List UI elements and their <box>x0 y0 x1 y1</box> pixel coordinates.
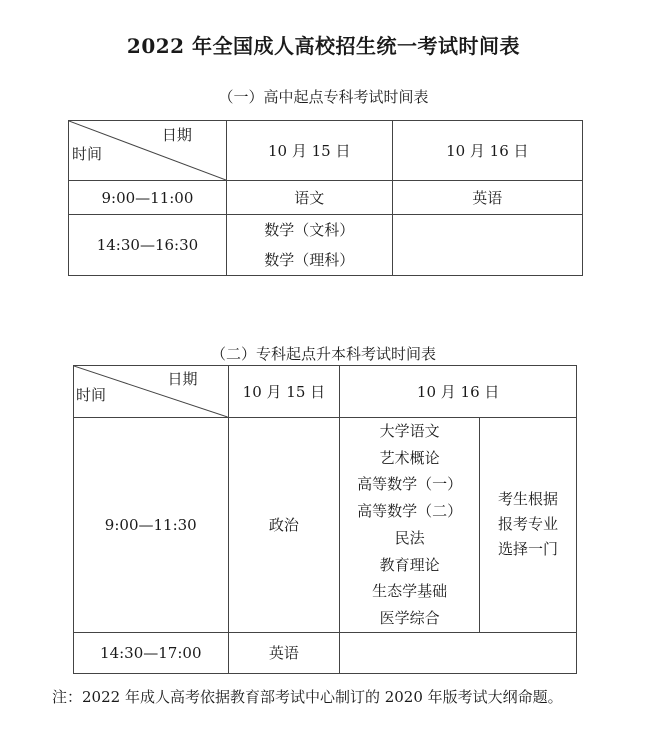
subject-item: 高等数学（二） <box>357 502 463 521</box>
subject-item: 数学（文科） <box>264 221 355 239</box>
subject-item: 教育理论 <box>379 555 440 574</box>
table2-row1-day2-subjects <box>340 418 480 633</box>
page-title: 2022 年全国成人高校招生统一考试时间表 <box>126 34 521 58</box>
footnote: 注：2022 年成人高考依据教育部考试中心制订的 2020 年版考试大纲命题。 <box>52 688 563 706</box>
table1-row1-day1: 语文 <box>226 181 392 215</box>
note-line: 报考专业 <box>498 515 559 534</box>
subject-item: 大学语文 <box>379 422 440 440</box>
schedule-table-2 <box>73 365 577 674</box>
note-line: 选择一门 <box>498 540 559 559</box>
time-header-label: 时间 <box>76 386 107 404</box>
table1-row2-time: 14:30—16:30 <box>69 215 227 276</box>
schedule-table-1 <box>68 120 583 276</box>
subject-item: 高等数学（一） <box>357 475 463 494</box>
subject-item: 民法 <box>394 528 425 547</box>
table1-row2-day1 <box>226 215 392 276</box>
table2-header-diagonal-cell <box>74 366 229 418</box>
table1-row1-time: 9:00—11:00 <box>69 181 227 215</box>
subject-item: 生态学基础 <box>372 582 448 601</box>
table2-row1-time: 9:00—11:30 <box>74 418 229 633</box>
table2-caption: （二）专科起点升本科考试时间表 <box>210 345 436 363</box>
date-header-label: 日期 <box>161 126 192 144</box>
table2-row2-day1: 英语 <box>228 632 340 673</box>
time-header-label: 时间 <box>72 145 103 163</box>
table1-row2-day2 <box>392 215 582 276</box>
table2-day2-header: 10 月 16 日 <box>340 366 577 418</box>
table2-day1-header: 10 月 15 日 <box>228 366 340 418</box>
subject-item: 艺术概论 <box>379 448 440 467</box>
table1-caption: （一）高中起点专科考试时间表 <box>218 88 429 106</box>
table2-row1-day1: 政治 <box>228 418 340 633</box>
subject-item: 医学综合 <box>379 608 440 627</box>
note-line: 考生根据 <box>498 490 559 509</box>
table2-row1-day2-note <box>480 418 577 633</box>
table1-day2-header: 10 月 16 日 <box>392 121 582 181</box>
subject-item: 数学（理科） <box>264 251 355 269</box>
table1-day1-header: 10 月 15 日 <box>226 121 392 181</box>
table1-header-diagonal-cell <box>69 121 227 181</box>
table2-row2-time: 14:30—17:00 <box>74 632 229 673</box>
table1-row1-day2: 英语 <box>392 181 582 215</box>
date-header-label: 日期 <box>167 370 198 388</box>
table2-row2-day2 <box>340 632 577 673</box>
